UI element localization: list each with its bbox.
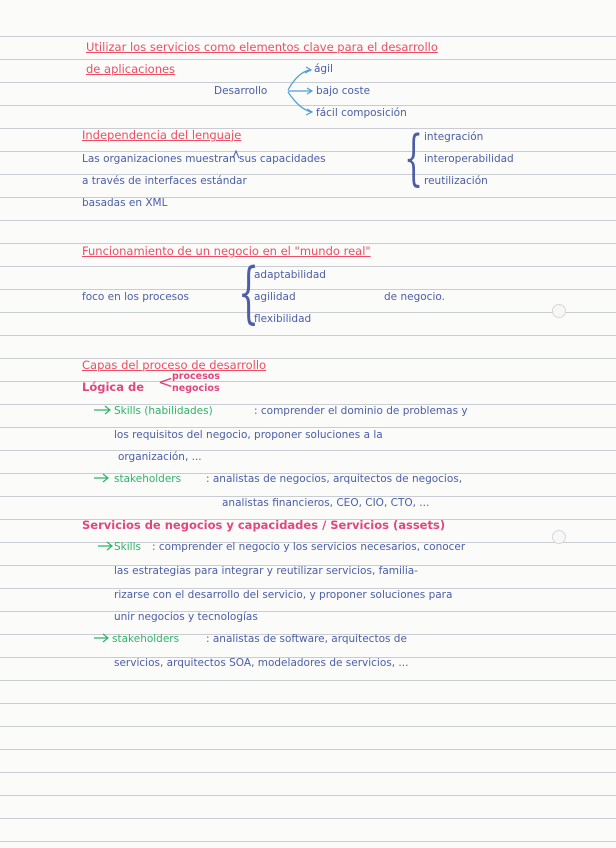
independencia-item-integracion: integración: [424, 131, 484, 143]
intro-item-agil: ágil: [314, 63, 333, 75]
servicios-skills-line2: las estrategias para integrar y reutilizar servicios, familia-: [114, 565, 418, 577]
servicios-skills-line1: : comprender el negocio y los servicios necesarios, conocer: [152, 541, 466, 553]
capas-title: Capas del proceso de desarrollo: [82, 358, 267, 372]
less-than-bracket: <: [158, 372, 174, 393]
logica-label: Lógica de: [82, 380, 145, 394]
servicios-title: Servicios de negocios y capacidades / Servicios (assets): [82, 518, 446, 532]
funcionamiento-title: Funcionamiento de un negocio en el "mundo real": [82, 244, 371, 258]
brace: {: [404, 123, 424, 193]
servicios-skills-line3: rizarse con el desarrollo del servicio, y proponer soluciones para: [114, 589, 453, 601]
servicios-skills-line4: unir negocios y tecnologías: [114, 611, 258, 623]
capas-stakeholders-line1: : analistas de negocios, arquitectos de negocios,: [206, 473, 463, 485]
independencia-line3: basadas en XML: [82, 197, 168, 209]
logica-item-negocios: negocios: [172, 383, 220, 394]
independencia-item-interoperabilidad: interoperabilidad: [424, 153, 514, 165]
servicios-stakeholders-label: stakeholders: [112, 633, 180, 645]
independencia-item-reutilizacion: reutilización: [424, 175, 488, 187]
desarrollo-label: Desarrollo: [214, 85, 268, 97]
independencia-line2: a través de interfaces estándar: [82, 175, 247, 187]
capas-stakeholders-label: stakeholders: [114, 473, 182, 485]
servicios-skills-label: Skills: [114, 541, 141, 553]
capas-skills-line2: los requisitos del negocio, proponer soluciones a la: [114, 429, 383, 441]
intro-item-bajo-coste: bajo coste: [316, 85, 371, 97]
servicios-stakeholders-line2: servicios, arquitectos SOA, modeladores de servicios, ...: [114, 657, 409, 669]
intro-heading-line1: Utilizar los servicios como elementos clave para el desarrollo: [86, 40, 438, 54]
capas-skills-label: Skills (habilidades): [114, 405, 213, 417]
servicios-stakeholders-line1: : analistas de software, arquitectos de: [206, 633, 407, 645]
independencia-line1: Las organizaciones muestran sus capacidades: [82, 153, 326, 165]
funcionamiento-tail: de negocio.: [384, 291, 445, 303]
funcionamiento-lead: foco en los procesos: [82, 291, 190, 303]
intro-item-facil-composicion: fácil composición: [316, 107, 407, 119]
intro-heading-line2: de aplicaciones: [86, 62, 176, 76]
independencia-title: Independencia del lenguaje: [82, 128, 242, 142]
capas-skills-line3: organización, ...: [118, 451, 202, 463]
logica-item-procesos: procesos: [172, 371, 220, 382]
funcionamiento-item-agilidad: agilidad: [254, 291, 296, 303]
funcionamiento-item-flexibilidad: flexibilidad: [254, 313, 312, 325]
funcionamiento-item-adaptabilidad: adaptabilidad: [254, 269, 326, 281]
capas-skills-line1: : comprender el dominio de problemas y: [254, 405, 468, 417]
capas-stakeholders-line2: analistas financieros, CEO, CIO, CTO, ...: [222, 497, 430, 509]
brace: {: [238, 254, 259, 331]
